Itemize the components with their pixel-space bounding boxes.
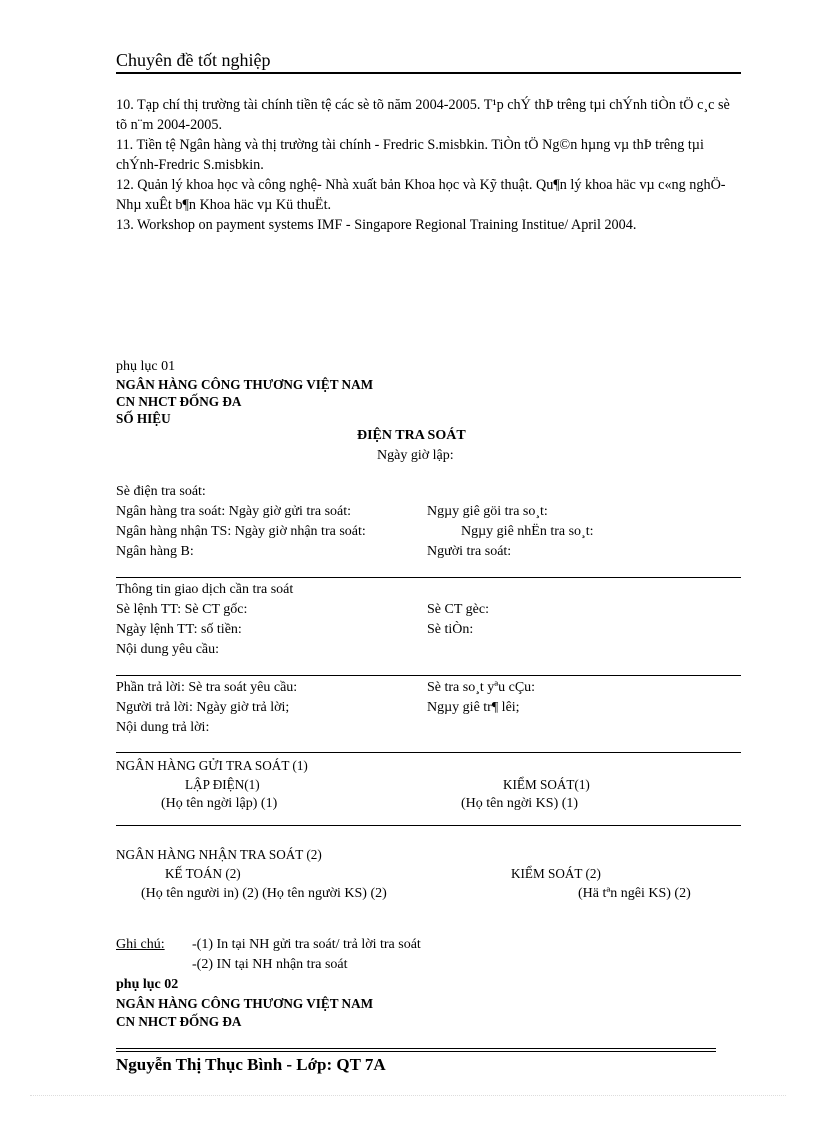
date-created: Ngày giờ lập: [377,448,454,463]
note-2: -(2) IN tại NH nhận tra soát [192,957,348,972]
number-label: SỐ HIỆU [116,411,171,426]
sender-controller-title: KIỂM SOÁT(1) [503,777,590,792]
sender-bank-heading: NGÂN HÀNG GỬI TRA SOÁT (1) [116,758,308,773]
bank-name: NGÂN HÀNG CÔNG THƯƠNG VIỆT NAM [116,377,374,392]
inquirer-label: Người tra soát: [427,544,512,559]
appendix-02-bank-name: NGÂN HÀNG CÔNG THƯƠNG VIỆT NAM [116,996,374,1011]
inquiry-sent-time-label: Ngµy giê göi tra so¸t: [427,504,548,519]
message-number-label: Sè điện tra soát: [116,484,206,499]
request-content-label: Nội dung yêu cầu: [116,642,220,657]
reference-11: 11. Tiền tệ Ngân hàng và thị trường tài chính - Fredric S.misbkin. TiÒn tÖ Ng©n hµng vµ thÞ trêng tµi chÝnh-Fredric S.misbkin. [116,137,704,173]
notes-label: Ghi chú: [116,937,165,952]
divider-b [116,675,741,676]
inquiring-bank-label: Ngân hàng tra soát: Ngày giờ gửi tra soát: [116,504,352,519]
reply-time-label: Ngµy giê tr¶ lêi; [427,700,520,715]
form-title: ĐIỆN TRA SOÁT [357,428,466,443]
divider-c [116,752,741,753]
footer-rule-bottom [116,1051,716,1052]
footer-rule-top [116,1048,716,1049]
sender-controller-name: (Họ tên ngời KS) (1) [461,796,579,811]
sender-prepared-title: LẬP ĐIỆN(1) [185,777,260,792]
header-rule [116,72,741,74]
reply-section-label: Phần trả lời: Sè tra soát yêu cầu: [116,680,298,695]
appendix-02-label: phụ lục 02 [116,977,179,992]
requested-inquiry-number-label: Sè tra so¸t yªu cÇu: [427,680,536,695]
receiver-controller-name: (Hä tªn ngêi KS) (2) [578,886,691,901]
note-1: -(1) In tại NH gửi tra soát/ trả lời tra soát [192,937,421,952]
receiving-bank-label: Ngân hàng nhận TS: Ngày giờ nhận tra soát: [116,524,366,539]
page-header-title: Chuyên đề tốt nghiệp [116,50,271,70]
payment-order-date-label: Ngày lệnh TT: số tiền: [116,622,242,637]
original-doc-number-label: Sè CT gèc: [427,602,489,617]
footer-author: Nguyễn Thị Thục Bình - Lớp: QT 7A [116,1055,386,1074]
references-list [116,95,741,235]
divider-a [116,577,741,578]
appendix-01-label: phụ lục 01 [116,359,176,374]
appendix-02-branch-name: CN NHCT ĐỐNG ĐA [116,1014,242,1029]
branch-name: CN NHCT ĐỐNG ĐA [116,394,242,409]
reference-12: 12. Quản lý khoa học và công nghệ- Nhà xuất bản Khoa học và Kỹ thuật. Qu¶n lý khoa häc vµ c«ng nghÖ- Nhµ xuÊt b¶n Khoa häc vµ Kü thuËt. [116,177,726,213]
receiver-bank-heading: NGÂN HÀNG NHẬN TRA SOÁT (2) [116,847,322,862]
bank-b-label: Ngân hàng B: [116,544,194,559]
receiver-accountant-title: KẾ TOÁN (2) [165,866,241,881]
sender-prepared-name: (Họ tên ngời lập) (1) [161,796,278,811]
reference-13: 13. Workshop on payment systems IMF - Singapore Regional Training Institue/ April 2004. [116,217,637,233]
reply-content-label: Nội dung trả lời: [116,720,210,735]
page-edge-dotted-line [30,1095,786,1096]
reference-10: 10. Tạp chí thị trường tài chính tiền tệ các sè tõ năm 2004-2005. T¹p chÝ thÞ trêng tµi chÝnh tiÒn tÖ c¸c sè tõ n¨m 2004-2005. [116,97,730,133]
receiver-names: (Họ tên người in) (2) (Họ tên người KS) (2) [141,886,387,901]
payment-order-number-label: Sè lệnh TT: Sè CT gốc: [116,602,248,617]
divider-d [116,825,741,826]
replier-label: Người trả lời: Ngày giờ trả lời; [116,700,290,715]
amount-label: Sè tiÒn: [427,622,474,637]
transaction-info-label: Thông tin giao dịch cần tra soát [116,582,294,597]
inquiry-received-time-label: Ngµy giê nhËn tra so¸t: [461,524,594,539]
receiver-controller-title: KIỂM SOÁT (2) [511,866,601,881]
